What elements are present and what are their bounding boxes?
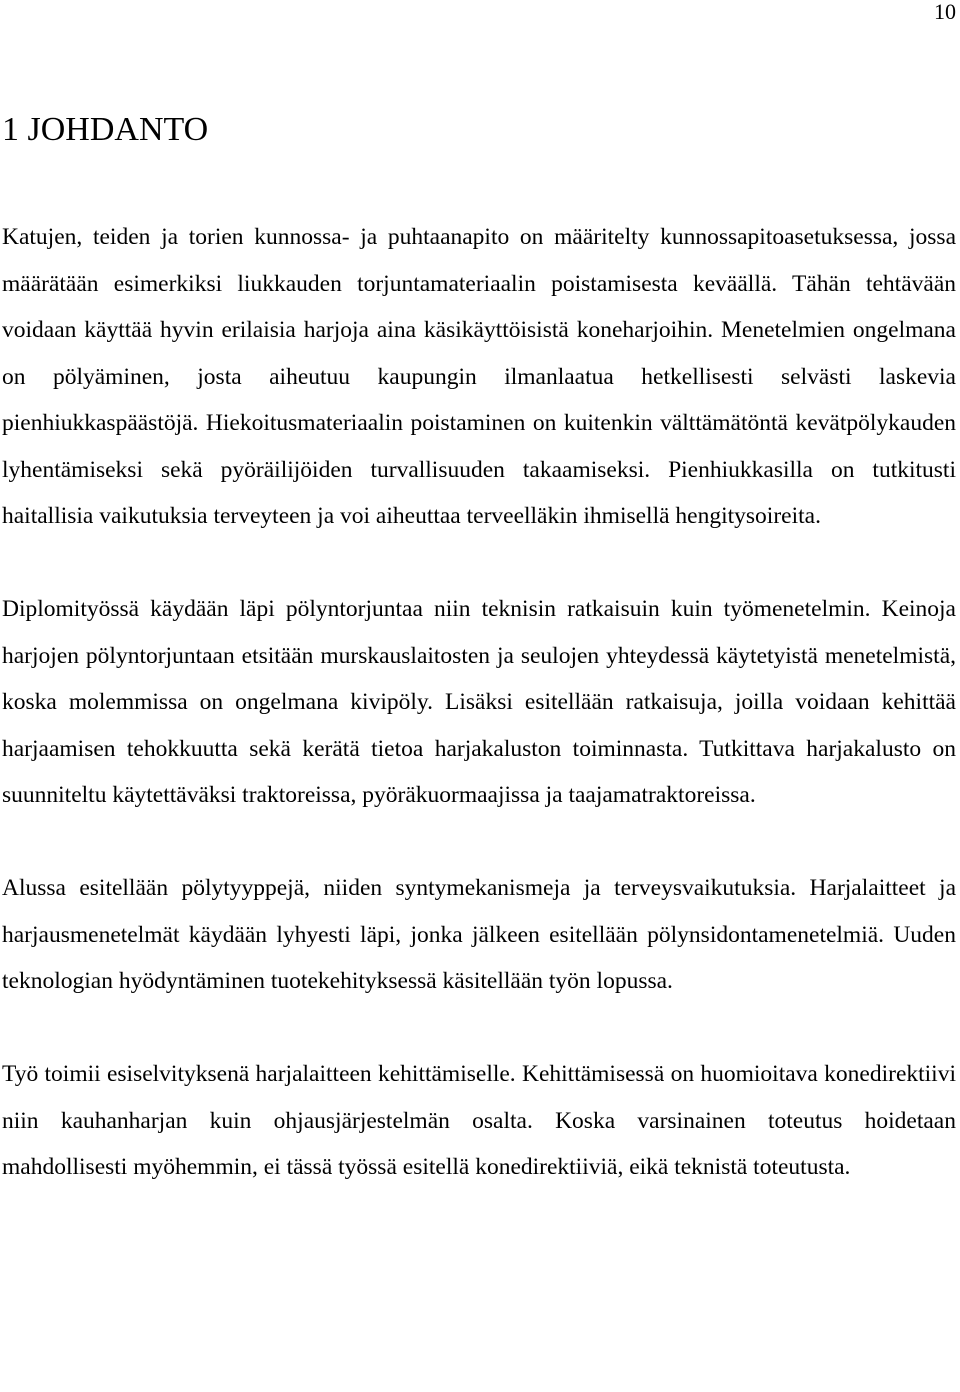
page-number: 10 [934,0,956,24]
paragraph-structure: Alussa esitellään pölytyyppejä, niiden syntymekanismeja ja terveysvaikutuksia. Harjalaitteet ja harjausmenetelmät käydään lyhyesti läpi, jonka jälkeen esitellään pölynsidontamenetelmiä. Uuden teknologian hyödyntäminen tuotekehityksessä käsitellään työn lopussa. [2,875,956,994]
paragraph-purpose: Työ toimii esiselvityksenä harjalaitteen kehittämiselle. Kehittämisessä on huomioitava konedirektiivi niin kauhanharjan kuin ohjausjärjestelmän osalta. Koska varsinainen toteutus hoidetaan mahdollisesti myöhemmin, ei tässä työssä esitellä konedirektiiviä, eikä teknistä toteutusta. [2,1061,956,1180]
paragraph-scope: Diplomityössä käydään läpi pölyntorjuntaa niin teknisin ratkaisuin kuin työmenetelmin. Keinoja harjojen pölyntorjuntaan etsitään murskauslaitosten ja seulojen yhteydessä käytetyistä menetelmistä, koska molemmissa on ongelmana kivipöly. Lisäksi esitellään ratkaisuja, joilla voidaan kehittää harjaamisen tehokkuutta sekä kerätä tietoa harjakaluston toiminnasta. Tutkittava harjakalusto on suunniteltu käytettäväksi traktoreissa, pyöräkuormaajissa ja taajamatraktoreissa. [2,596,956,808]
chapter-heading: 1 JOHDANTO [2,111,209,148]
chapter-body [2,214,956,1191]
paragraph-intro: Katujen, teiden ja torien kunnossa- ja puhtaanapito on määritelty kunnossapitoasetuksessa, jossa määrätään esimerkiksi liukkauden torjuntamateriaalin poistamisesta keväällä. Tähän tehtävään voidaan käyttää hyvin erilaisia harjoja aina käsikäyttöisistä koneharjoihin. Menetelmien ongelmana on pölyäminen, josta aiheutuu kaupungin ilmanlaatua hetkellisesti selvästi laskevia pienhiukkaspäästöjä. Hiekoitusmateriaalin poistaminen on kuitenkin välttämätöntä kevätpölykauden lyhentämiseksi sekä pyöräilijöiden turvallisuuden takaamiseksi. Pienhiukkasilla on tutkitusti haitallisia vaikutuksia terveyteen ja voi aiheuttaa terveelläkin ihmisellä hengitysoireita. [2,224,956,529]
